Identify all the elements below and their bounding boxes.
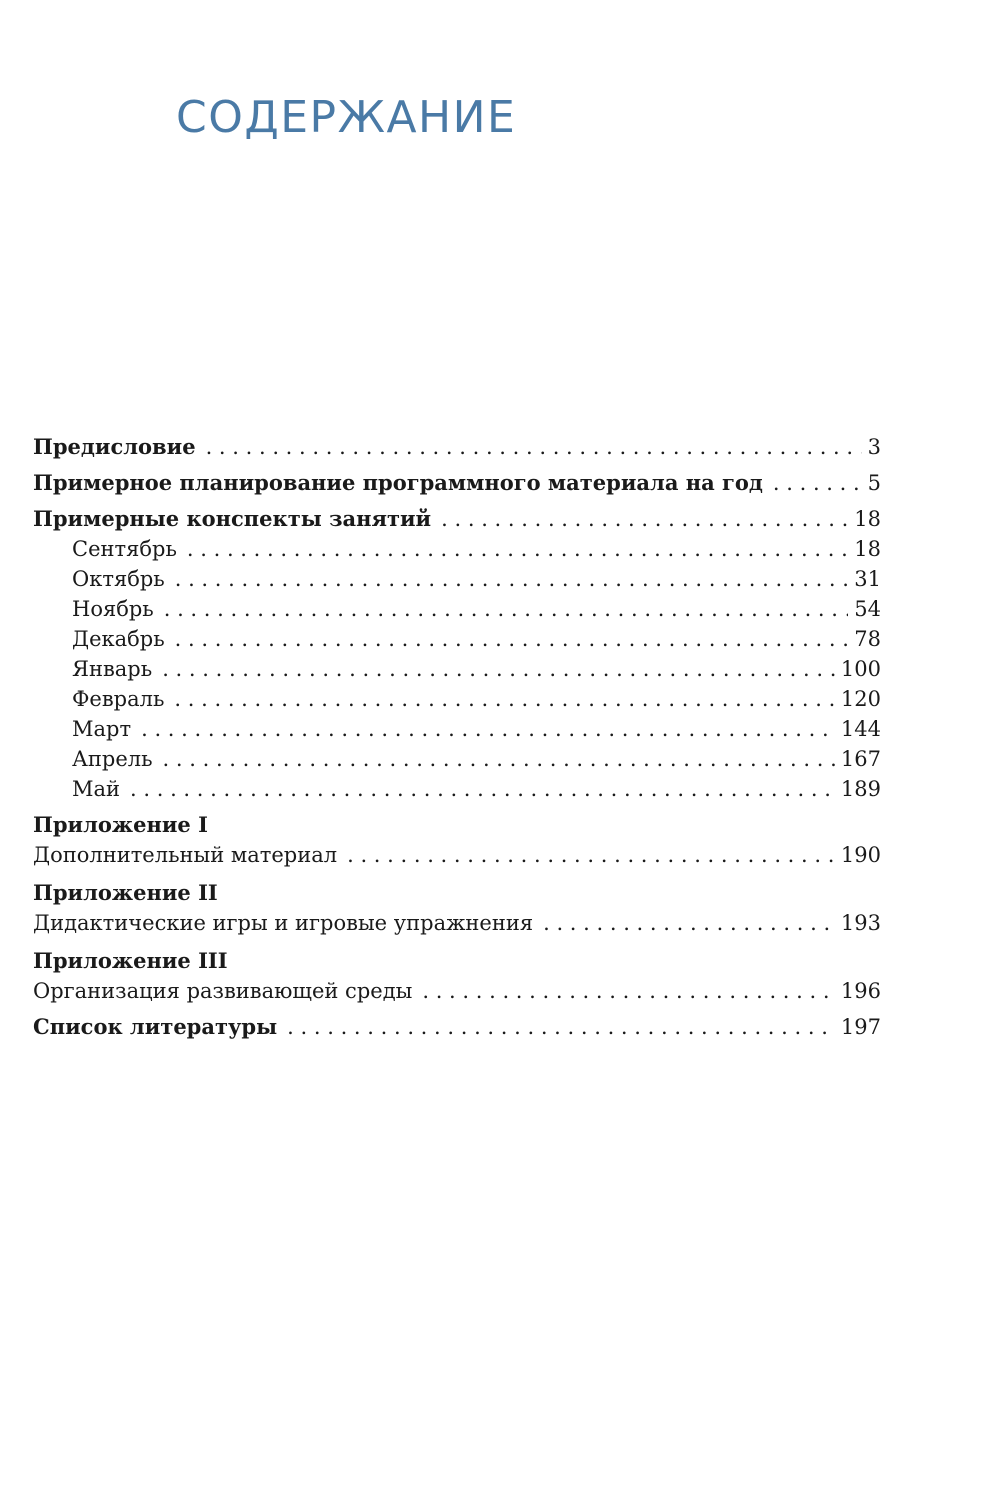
appendix-3-heading: Приложение III bbox=[33, 948, 228, 973]
dot-leader bbox=[130, 774, 835, 804]
toc-entry-label: Сентябрь bbox=[72, 537, 177, 561]
toc-entry-page: 18 bbox=[854, 537, 881, 561]
dot-leader bbox=[206, 432, 862, 462]
toc-entry-page: 31 bbox=[854, 567, 881, 591]
dot-leader bbox=[175, 624, 849, 654]
toc-entry-month[interactable] bbox=[33, 624, 881, 654]
toc-entry-page: 196 bbox=[840, 979, 881, 1003]
toc-entry-page: 190 bbox=[840, 843, 881, 867]
dot-leader bbox=[287, 1012, 835, 1042]
toc-entry-label: Примерное планирование программного материала на год bbox=[33, 470, 763, 495]
toc-entry-label: Дополнительный материал bbox=[33, 843, 338, 867]
toc-entry-appendix-1[interactable] bbox=[33, 840, 881, 870]
toc-entry-month[interactable] bbox=[33, 744, 881, 774]
toc-entry-month[interactable] bbox=[33, 774, 881, 804]
toc-entry-label: Ноябрь bbox=[72, 597, 154, 621]
toc-entry-appendix-2[interactable] bbox=[33, 908, 881, 938]
toc-entry-label: Март bbox=[72, 717, 132, 741]
toc-entry-page: 78 bbox=[854, 627, 881, 651]
toc-entry-appendix-3[interactable] bbox=[33, 976, 881, 1006]
toc-entry-page: 167 bbox=[840, 747, 881, 771]
toc-entry-label: Февраль bbox=[72, 687, 165, 711]
page-title: СОДЕРЖАНИЕ bbox=[176, 92, 517, 143]
toc-entry-page: 18 bbox=[854, 507, 881, 531]
toc-entry-month[interactable] bbox=[33, 714, 881, 744]
appendix-2-heading: Приложение II bbox=[33, 880, 218, 905]
dot-leader bbox=[175, 564, 849, 594]
toc-entry-label: Декабрь bbox=[72, 627, 165, 651]
toc-entry-month[interactable] bbox=[33, 594, 881, 624]
toc-entry-label: Дидактические игры и игровые упражнения bbox=[33, 911, 534, 935]
toc-entry-page: 144 bbox=[840, 717, 881, 741]
dot-leader bbox=[141, 714, 835, 744]
toc-entry-planning[interactable] bbox=[33, 468, 881, 498]
dot-leader bbox=[174, 684, 834, 714]
toc-entry-page: 189 bbox=[840, 777, 881, 801]
toc-entry-month[interactable] bbox=[33, 534, 881, 564]
dot-leader bbox=[441, 504, 848, 534]
toc-entry-preface[interactable] bbox=[33, 432, 881, 462]
toc-entry-page: 193 bbox=[840, 911, 881, 935]
toc-entry-label: Апрель bbox=[72, 747, 153, 771]
toc-entry-label: Октябрь bbox=[72, 567, 165, 591]
dot-leader bbox=[164, 594, 849, 624]
dot-leader bbox=[422, 976, 835, 1006]
toc-entry-bibliography[interactable] bbox=[33, 1012, 881, 1042]
toc-entry-label: Январь bbox=[72, 657, 153, 681]
dot-leader bbox=[543, 908, 835, 938]
toc-entry-page: 5 bbox=[867, 471, 881, 495]
appendix-1-heading: Приложение I bbox=[33, 812, 208, 837]
toc-entry-month[interactable] bbox=[33, 654, 881, 684]
toc-entry-label: Май bbox=[72, 777, 121, 801]
toc-entry-page: 100 bbox=[840, 657, 881, 681]
toc-entry-page: 120 bbox=[840, 687, 881, 711]
toc-entry-label: Список литературы bbox=[33, 1014, 278, 1039]
toc-entry-label: Примерные конспекты занятий bbox=[33, 506, 432, 531]
dot-leader bbox=[773, 468, 862, 498]
dot-leader bbox=[187, 534, 848, 564]
toc-entry-label: Организация развивающей среды bbox=[33, 979, 413, 1003]
toc-entry-lessons[interactable] bbox=[33, 504, 881, 534]
table-of-contents bbox=[33, 432, 881, 1042]
toc-entry-page: 197 bbox=[840, 1015, 881, 1039]
toc-entry-month[interactable] bbox=[33, 684, 881, 714]
toc-entry-page: 54 bbox=[854, 597, 881, 621]
dot-leader bbox=[162, 654, 835, 684]
dot-leader bbox=[347, 840, 835, 870]
toc-entry-label: Предисловие bbox=[33, 434, 196, 459]
toc-entry-month[interactable] bbox=[33, 564, 881, 594]
dot-leader bbox=[163, 744, 835, 774]
toc-entry-page: 3 bbox=[867, 435, 881, 459]
